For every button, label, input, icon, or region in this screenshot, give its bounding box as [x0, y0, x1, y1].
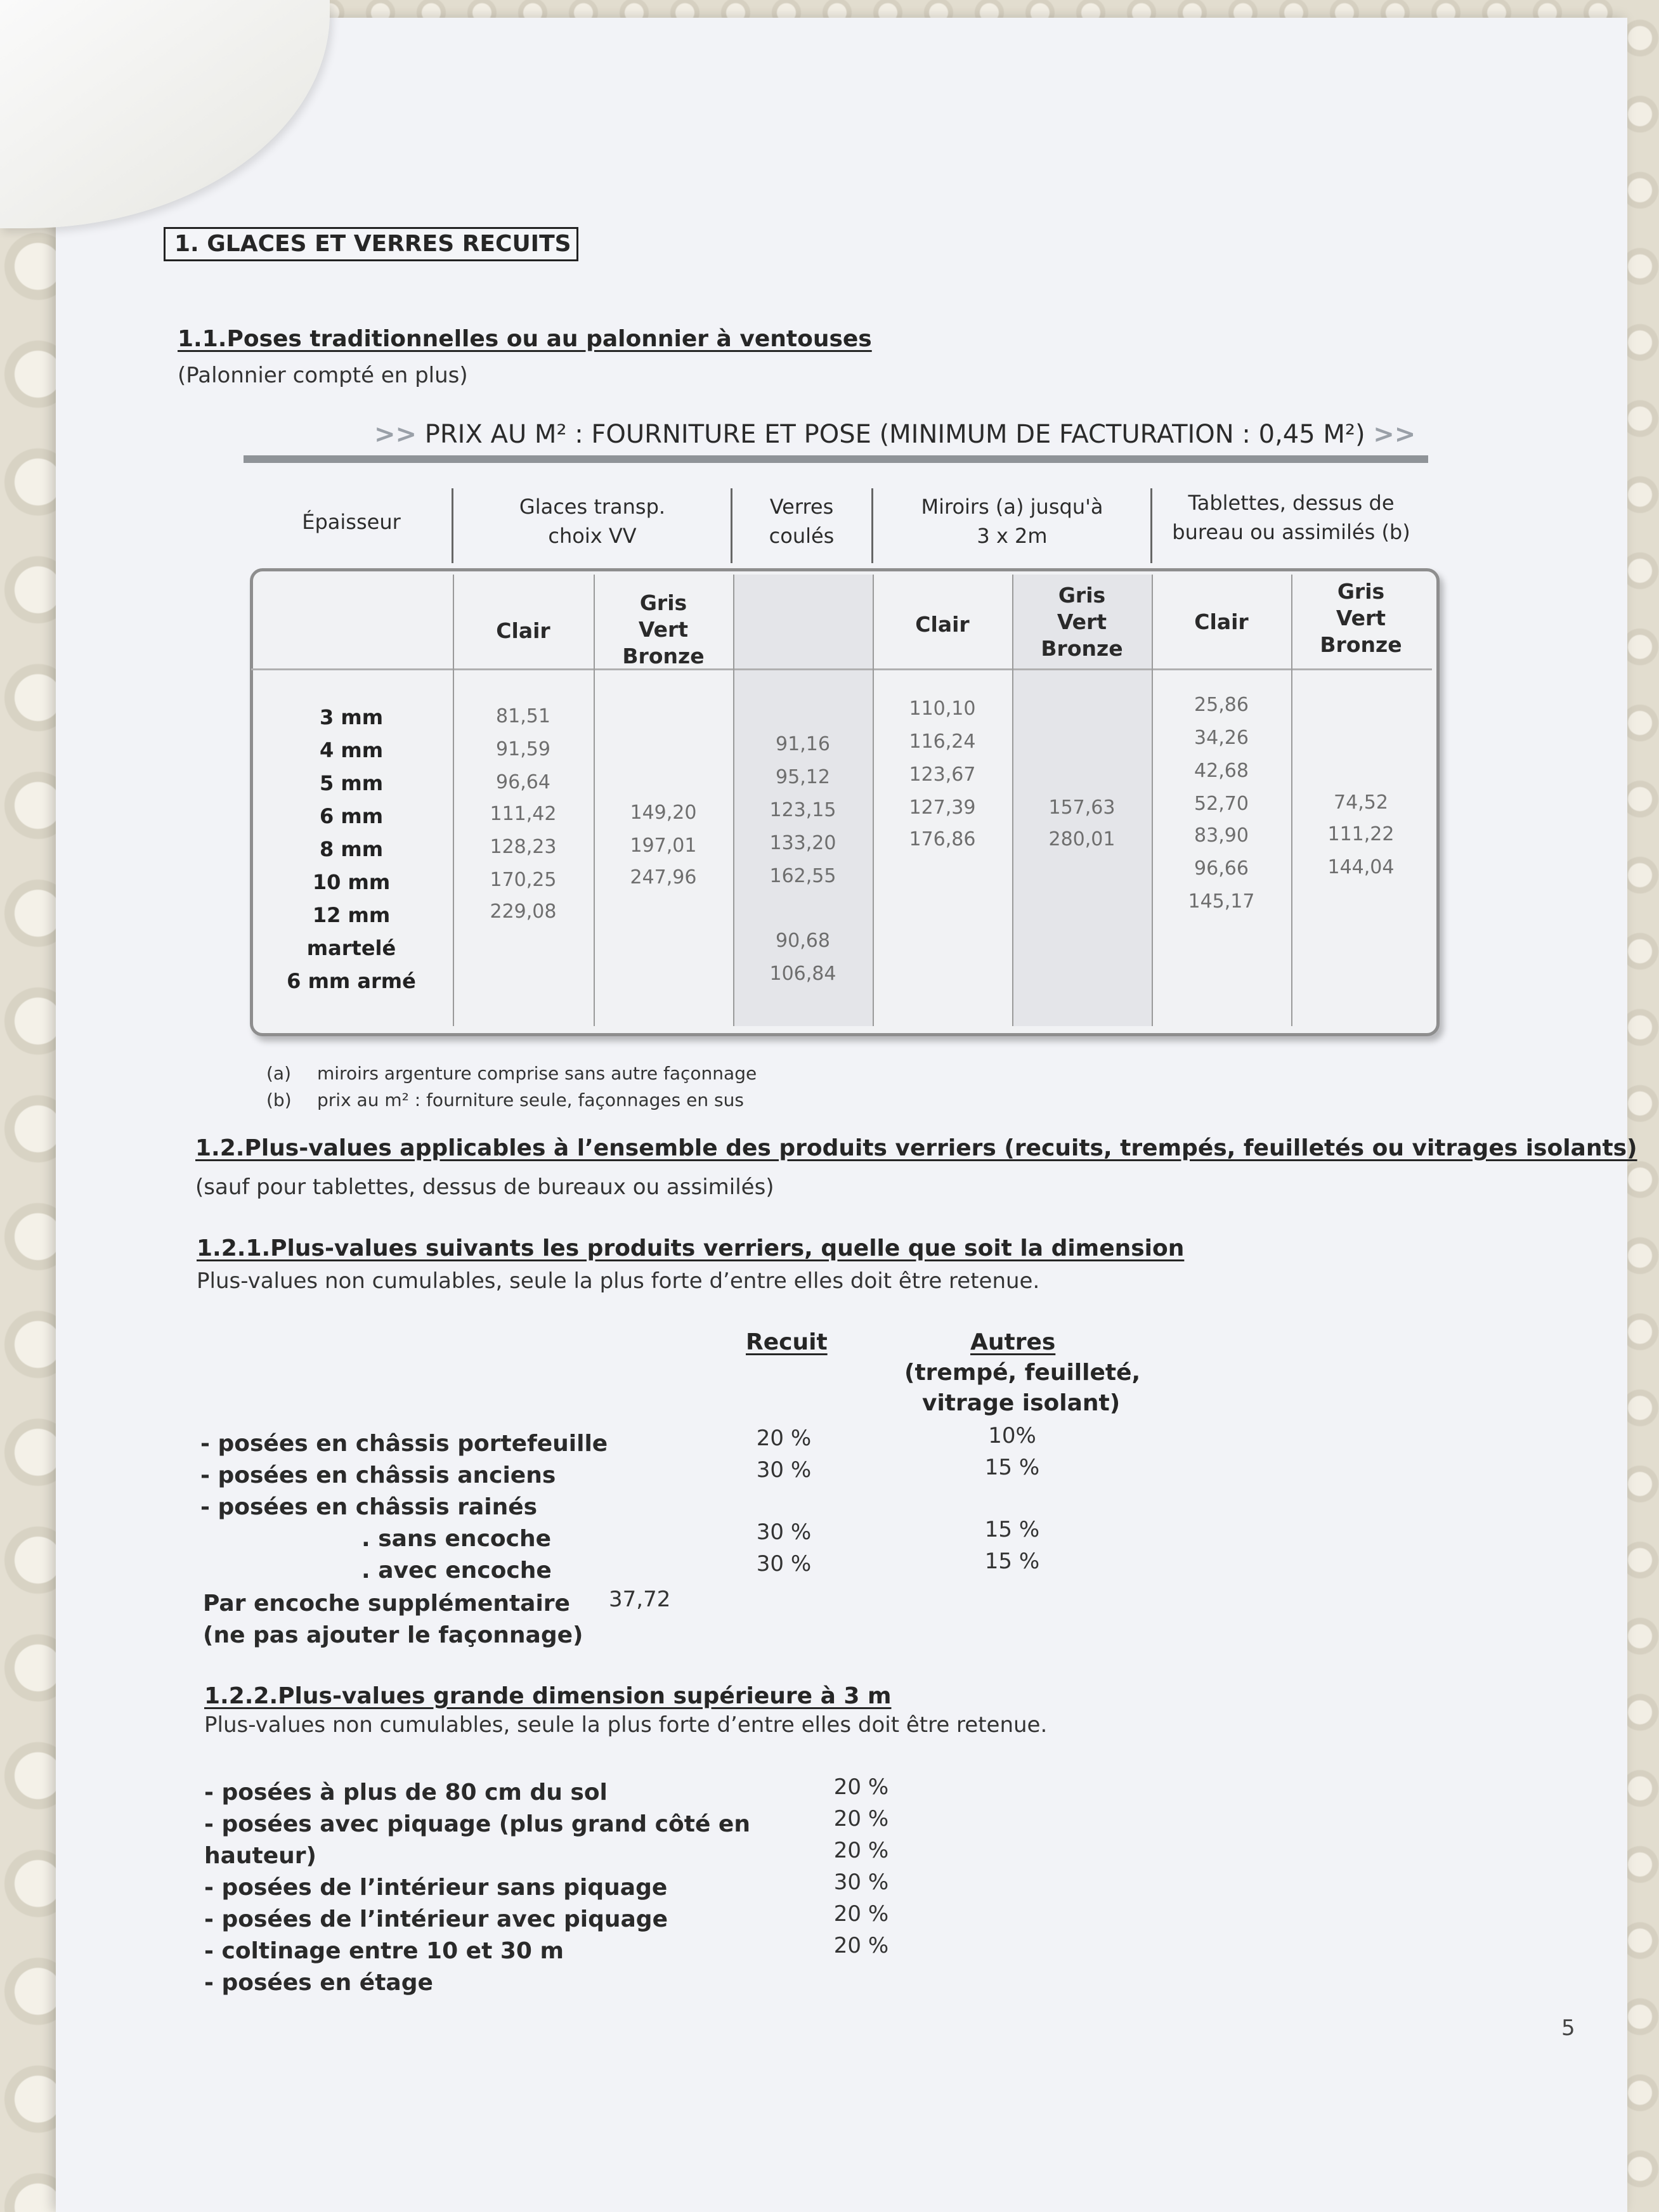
table-cell: 144,04 [1327, 856, 1395, 878]
surcharge-item: . avec encoche [361, 1558, 552, 1584]
subsection-1-2-2-title: 1.2.2.Plus-values grande dimension supérieure à 3 m [204, 1683, 892, 1709]
subsection-1-2-1-subtitle: Plus-values non cumulables, seule la plus forte d’entre elles doit être retenue. [197, 1268, 1040, 1294]
large-size-item: hauteur) [204, 1843, 317, 1869]
table-cell: 95,12 [776, 766, 830, 788]
footnote-key: (a) [266, 1063, 292, 1084]
table-cell: 110,10 [909, 698, 976, 720]
table-cell: 111,22 [1327, 823, 1395, 845]
table-cell: 52,70 [1194, 793, 1249, 815]
table-cell: 162,55 [769, 865, 836, 887]
column-group-shelves: Tablettes, dessus de bureau ou assimilés (b) [1172, 491, 1410, 544]
large-size-item: - posées de l’intérieur sans piquage [204, 1875, 668, 1901]
price-banner-text: PRIX AU M² : FOURNITURE ET POSE (MINIMUM DE FACTURATION : 0,45 M²) [424, 420, 1365, 449]
row-label: martelé [306, 936, 396, 960]
large-size-item: - posées avec piquage (plus grand côté en [204, 1811, 750, 1837]
large-size-value: 20 % [833, 1838, 889, 1863]
surcharge-item: - posées en châssis anciens [200, 1462, 556, 1488]
column-others-detail: (trempé, feuilleté, [904, 1360, 1141, 1386]
double-chevron-icon: >> [1373, 420, 1416, 449]
large-size-value: 30 % [833, 1870, 889, 1895]
table-cell: 229,08 [490, 901, 557, 923]
subheader-tinted: Gris Vert Bronze [1041, 583, 1123, 661]
surcharge-value-others: 10% [988, 1423, 1036, 1448]
table-cell: 127,39 [909, 797, 976, 819]
row-label: 4 mm [319, 738, 384, 762]
extra-notch-note: (ne pas ajouter le façonnage) [203, 1622, 583, 1648]
table-cell: 90,68 [776, 930, 830, 952]
section-title: 1. GLACES ET VERRES RECUITS [164, 227, 578, 261]
table-cell: 83,90 [1194, 824, 1249, 847]
table-cell: 91,16 [776, 733, 830, 755]
table-cell: 116,24 [909, 731, 976, 753]
table-cell: 149,20 [630, 802, 697, 824]
surcharge-value-others: 15 % [984, 1549, 1040, 1574]
large-size-value: 20 % [833, 1774, 889, 1800]
column-group-cast-glass: Verres coulés [769, 495, 835, 548]
column-annealed: Recuit [746, 1329, 828, 1355]
large-size-item: - posées en étage [204, 1970, 433, 1996]
surcharge-value-annealed: 30 % [756, 1551, 812, 1577]
row-label: 12 mm [312, 903, 391, 927]
subheader-clear: Clair [1194, 609, 1249, 634]
footnote-text: miroirs argenture comprise sans autre façonnage [317, 1063, 757, 1084]
table-cell: 123,67 [909, 764, 976, 786]
table-cell: 74,52 [1334, 791, 1388, 814]
row-label: 5 mm [319, 771, 384, 795]
table-cell: 128,23 [490, 836, 557, 858]
row-label: 10 mm [312, 870, 391, 894]
table-header-rule [251, 668, 1432, 670]
surcharge-item: . sans encoche [361, 1526, 552, 1552]
row-label: 8 mm [319, 837, 384, 861]
table-cell: 42,68 [1194, 760, 1249, 782]
table-cell: 123,15 [769, 799, 836, 821]
surcharge-item: - posées en châssis portefeuille [200, 1431, 608, 1457]
subheader-clear: Clair [915, 612, 970, 637]
large-size-item: - posées à plus de 80 cm du sol [204, 1779, 608, 1805]
subsection-1-2-2-subtitle: Plus-values non cumulables, seule la plus forte d’entre elles doit être retenue. [204, 1712, 1048, 1738]
large-size-item: - posées de l’intérieur avec piquage [204, 1906, 668, 1932]
table-cell: 96,66 [1194, 857, 1249, 880]
subsection-1-2-1-title: 1.2.1.Plus-values suivants les produits verriers, quelle que soit la dimension [197, 1235, 1185, 1261]
surcharge-value-others: 15 % [984, 1517, 1040, 1542]
table-cell: 280,01 [1048, 828, 1116, 850]
surcharge-value-others: 15 % [984, 1455, 1040, 1480]
table-cell: 247,96 [630, 866, 697, 888]
large-size-value: 20 % [833, 1806, 889, 1831]
table-cell: 106,84 [769, 963, 836, 985]
column-group-thickness: Épaisseur [302, 510, 401, 534]
column-others-detail: vitrage isolant) [922, 1390, 1121, 1416]
extra-notch-label: Par encoche supplémentaire [203, 1591, 570, 1617]
row-label: 6 mm armé [287, 969, 416, 993]
large-size-item: - coltinage entre 10 et 30 m [204, 1938, 564, 1964]
subheader-tinted: Gris Vert Bronze [1320, 579, 1402, 657]
subsection-1-2-subtitle: (sauf pour tablettes, dessus de bureaux ou assimilés) [195, 1174, 774, 1200]
large-size-value: 20 % [833, 1901, 889, 1927]
large-size-value: 20 % [833, 1933, 889, 1958]
subsection-1-2-title: 1.2.Plus-values applicables à l’ensemble des produits verriers (recuits, trempés, feuilletés ou vitrages isolants) [195, 1135, 1637, 1161]
table-cell: 91,59 [496, 738, 550, 760]
column-group-transparent-glass: Glaces transp. choix VV [519, 495, 666, 548]
table-cell: 81,51 [496, 705, 550, 727]
price-banner [374, 420, 1415, 449]
subheader-clear: Clair [496, 618, 550, 643]
surcharge-value-annealed: 30 % [756, 1519, 812, 1545]
banner-underline [244, 455, 1428, 463]
extra-notch-value: 37,72 [609, 1587, 671, 1612]
page-number: 5 [1561, 2015, 1575, 2041]
table-cell: 176,86 [909, 828, 976, 850]
table-cell: 133,20 [769, 832, 836, 854]
table-cell: 197,01 [630, 835, 697, 857]
row-label: 3 mm [319, 705, 384, 729]
footnote-key: (b) [266, 1090, 292, 1110]
surcharge-value-annealed: 30 % [756, 1457, 812, 1483]
table-cell: 170,25 [490, 869, 557, 891]
table-cell: 157,63 [1048, 797, 1116, 819]
table-cell: 111,42 [490, 803, 557, 825]
subsection-1-1-subtitle: (Palonnier compté en plus) [178, 363, 468, 388]
surcharge-value-annealed: 20 % [756, 1426, 812, 1451]
subheader-tinted: Gris Vert Bronze [622, 590, 705, 668]
surcharge-item: - posées en châssis rainés [200, 1494, 538, 1520]
column-group-mirrors: Miroirs (a) jusqu'à 3 x 2m [921, 495, 1103, 548]
double-chevron-icon: >> [374, 420, 417, 449]
table-cell: 96,64 [496, 771, 550, 793]
table-cell: 25,86 [1194, 694, 1249, 716]
footnote-text: prix au m² : fourniture seule, façonnages en sus [317, 1090, 744, 1110]
subsection-1-1-title: 1.1.Poses traditionnelles ou au palonnier à ventouses [178, 326, 872, 352]
table-cell: 34,26 [1194, 727, 1249, 749]
row-label: 6 mm [319, 804, 384, 828]
column-others: Autres [970, 1329, 1056, 1355]
table-cell: 145,17 [1188, 890, 1255, 913]
